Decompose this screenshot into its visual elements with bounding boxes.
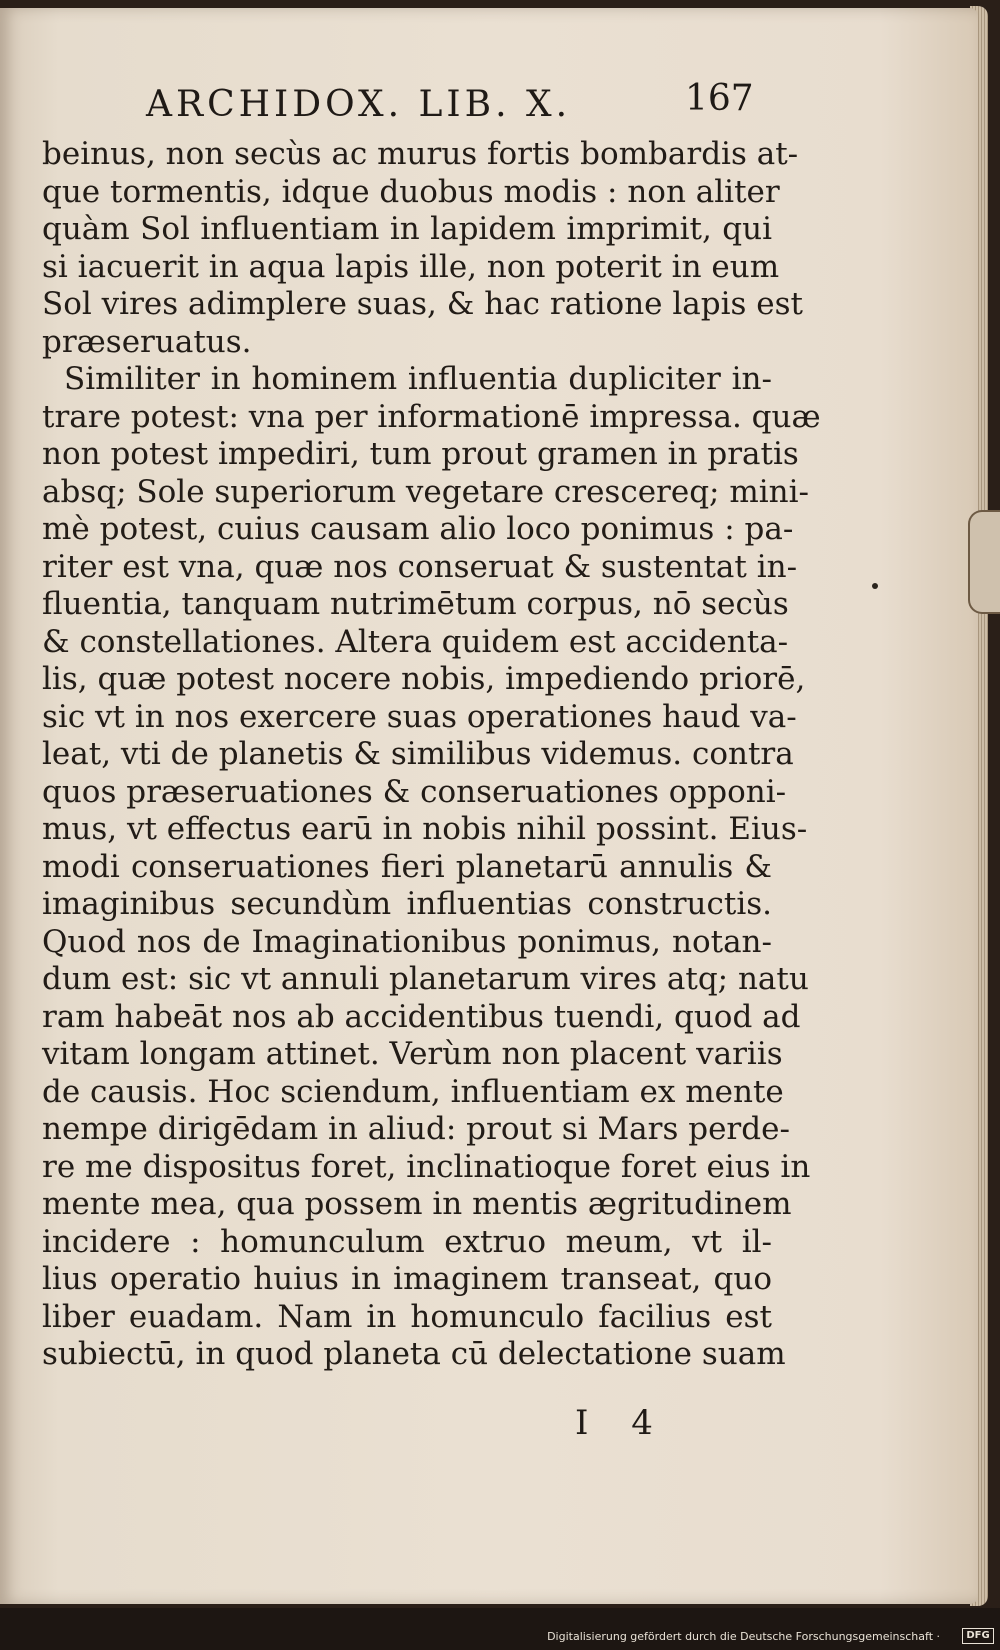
ink-dot xyxy=(872,583,878,589)
text-line: imaginibus secundùm influentias constructis. xyxy=(42,886,772,922)
text-line: incidere : homunculum extruo meum, vt il- xyxy=(42,1223,772,1260)
text-line: absq; Sole superiorum vegetare crescereq; mini- xyxy=(42,473,810,510)
text-line: sic vt in nos exercere suas operationes haud va- xyxy=(42,698,797,735)
text-line: subiectū, in quod planeta cū delectatione suam xyxy=(42,1336,786,1372)
text-line: Quod nos de Imaginationibus ponimus, notan- xyxy=(42,923,772,960)
text-line: lius operatio huius in imaginem transeat, quo xyxy=(42,1261,772,1297)
text-line: si iacuerit in aqua lapis ille, non poterit in eum xyxy=(42,248,780,285)
text-line: liber euadam. Nam in homunculo facilius est xyxy=(42,1298,772,1335)
text-line: quàm Sol influentiam in lapidem imprimit, qui xyxy=(42,211,772,247)
page-number: 167 xyxy=(685,78,754,119)
footer-credit: Digitalisierung gefördert durch die Deutsche Forschungsgemeinschaft · xyxy=(547,1630,940,1643)
text-line: mente mea, qua possem in mentis ægritudinem xyxy=(42,1186,792,1222)
footer-bar xyxy=(0,1608,1000,1650)
text-line: beinus, non secùs ac murus fortis bombardis at- xyxy=(42,136,799,172)
text-line: Sol vires adimplere suas, & hac ratione lapis est xyxy=(42,286,803,322)
text-line: præseruatus. xyxy=(42,323,252,360)
text-line: Similiter in hominem influentia dupliciter in- xyxy=(64,361,772,397)
text-line: quos præseruationes & conseruationes opponi- xyxy=(42,773,787,810)
text-line: & constellationes. Altera quidem est accidenta- xyxy=(42,623,789,660)
running-head xyxy=(140,78,754,128)
text-line: vitam longam attinet. Verùm non placent variis xyxy=(42,1036,783,1072)
text-line: nempe dirigēdam in aliud: prout si Mars perde- xyxy=(42,1111,790,1147)
text-line: modi conseruationes fieri planetarū annulis & xyxy=(42,848,772,885)
body-text xyxy=(42,136,821,1436)
text-line: riter est vna, quæ nos conseruat & sustentat in- xyxy=(42,548,798,585)
text-line: trare potest: vna per informationē impressa. quæ xyxy=(42,398,821,435)
text-line: non potest impediri, tum prout gramen in pratis xyxy=(42,436,799,472)
text-line: dum est: sic vt annuli planetarum vires atq; natu xyxy=(42,961,809,997)
text-line: lis, quæ potest nocere nobis, impediendo priorē, xyxy=(42,661,806,697)
text-line: de causis. Hoc sciendum, influentiam ex mente xyxy=(42,1073,784,1110)
text-line: re me dispositus foret, inclinatioque foret eius in xyxy=(42,1148,811,1185)
signature-mark: I 4 xyxy=(575,1403,669,1443)
book-page xyxy=(0,8,978,1604)
text-line: ram habeāt nos ab accidentibus tuendi, quod ad xyxy=(42,998,801,1035)
text-line: mè potest, cuius causam alio loco ponimus : pa- xyxy=(42,511,794,547)
page-clip-tab xyxy=(968,510,1000,614)
text-line: mus, vt effectus earū in nobis nihil possint. Eius- xyxy=(42,811,808,847)
running-head-title: ARCHIDOX. LIB. X. xyxy=(146,84,572,125)
text-line: que tormentis, idque duobus modis : non aliter xyxy=(42,173,780,210)
text-line: leat, vti de planetis & similibus videmus. contra xyxy=(42,736,794,772)
dfg-logo-badge: DFG xyxy=(962,1628,994,1644)
text-line: fluentia, tanquam nutrimētum corpus, nō secùs xyxy=(42,586,789,622)
